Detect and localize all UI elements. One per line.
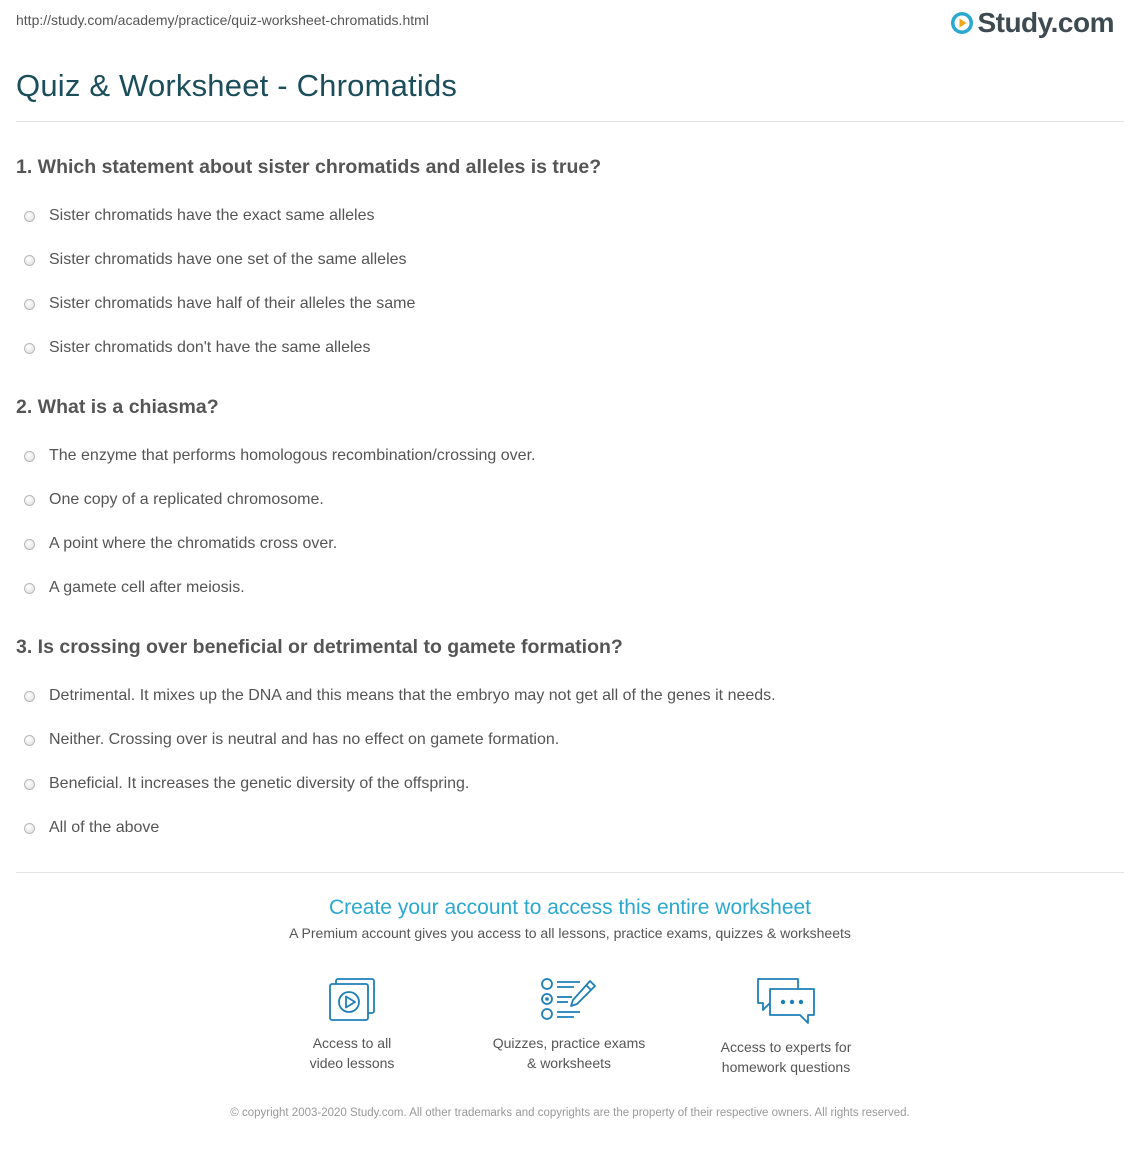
question-list	[16, 154, 1124, 874]
choice-label: Detrimental. It mixes up the DNA and this means that the embryo may not get all of the genes it needs.	[49, 687, 776, 704]
question-text: 1. Which statement about sister chromatids and alleles is true?	[16, 156, 602, 178]
choice-label: Sister chromatids have one set of the same alleles	[49, 251, 407, 268]
radio-button[interactable]	[24, 451, 35, 462]
signup-cta	[0, 893, 1140, 941]
answer-choice[interactable]	[24, 202, 1124, 246]
answer-choice[interactable]	[24, 574, 1124, 618]
radio-button[interactable]	[24, 299, 35, 310]
video-lessons-icon	[326, 975, 378, 1023]
answer-choice[interactable]	[24, 726, 1124, 770]
radio-button[interactable]	[24, 779, 35, 790]
feature-label	[686, 1037, 886, 1077]
answer-choice[interactable]	[24, 530, 1124, 574]
choice-label: A gamete cell after meiosis.	[49, 579, 245, 596]
answer-choice[interactable]	[24, 486, 1124, 530]
answer-choice[interactable]	[24, 682, 1124, 726]
question-2	[16, 394, 1124, 634]
feature-experts	[686, 975, 886, 1077]
radio-button[interactable]	[24, 539, 35, 550]
radio-button[interactable]	[24, 823, 35, 834]
radio-button[interactable]	[24, 211, 35, 222]
choice-label: All of the above	[49, 819, 160, 836]
choice-label: Beneficial. It increases the genetic diversity of the offspring.	[49, 775, 470, 792]
copyright-notice: © copyright 2003-2020 Study.com. All other trademarks and copyrights are the property of their respective owners. All rights reserved.	[230, 1107, 910, 1119]
answer-choice[interactable]	[24, 246, 1124, 290]
feature-label-line2: homework questions	[721, 1059, 851, 1075]
radio-button[interactable]	[24, 583, 35, 594]
choice-label: Sister chromatids have half of their alleles the same	[49, 295, 416, 312]
answer-choice[interactable]	[24, 334, 1124, 378]
answer-choice[interactable]	[24, 290, 1124, 334]
feature-quizzes	[469, 975, 669, 1073]
page-url[interactable]: http://study.com/academy/practice/quiz-worksheet-chromatids.html	[16, 12, 429, 28]
answer-choice[interactable]	[24, 442, 1124, 486]
feature-label-line1: Access to experts for	[720, 1039, 852, 1055]
feature-label-line1: Access to all	[312, 1035, 392, 1051]
feature-label	[469, 1033, 669, 1073]
choice-label: The enzyme that performs homologous recombination/crossing over.	[49, 447, 536, 464]
quiz-checklist-icon	[540, 975, 598, 1023]
radio-button[interactable]	[24, 691, 35, 702]
study-logo[interactable]	[950, 7, 1114, 39]
radio-button[interactable]	[24, 343, 35, 354]
page-title: Quiz & Worksheet - Chromatids	[16, 68, 458, 103]
play-logo-icon	[950, 11, 974, 35]
title-divider	[16, 121, 1124, 122]
top-bar	[0, 0, 1140, 48]
question-text: 2. What is a chiasma?	[16, 396, 219, 418]
feature-label	[252, 1033, 452, 1073]
feature-video-lessons	[252, 975, 452, 1073]
choice-label: One copy of a replicated chromosome.	[49, 491, 324, 508]
question-text: 3. Is crossing over beneficial or detrimental to gamete formation?	[16, 636, 623, 658]
cta-title-link[interactable]: Create your account to access this entire worksheet	[328, 896, 812, 919]
logo-text: Study.com	[977, 7, 1114, 38]
answer-choice[interactable]	[24, 770, 1124, 814]
choice-label: A point where the chromatids cross over.	[49, 535, 338, 552]
choice-label: Sister chromatids don't have the same alleles	[49, 339, 371, 356]
feature-label-line2: video lessons	[309, 1055, 395, 1071]
radio-button[interactable]	[24, 735, 35, 746]
answer-choice[interactable]	[24, 814, 1124, 858]
question-3	[16, 634, 1124, 874]
feature-label-line2: & worksheets	[526, 1055, 612, 1071]
radio-button[interactable]	[24, 495, 35, 506]
cta-divider	[16, 872, 1124, 873]
choice-label: Neither. Crossing over is neutral and has no effect on gamete formation.	[49, 731, 560, 748]
cta-subtitle: A Premium account gives you access to all lessons, practice exams, quizzes & worksheets	[289, 925, 851, 941]
question-1	[16, 154, 1124, 394]
radio-button[interactable]	[24, 255, 35, 266]
feature-label-line1: Quizzes, practice exams	[492, 1035, 646, 1051]
chat-experts-icon	[754, 975, 818, 1027]
choice-label: Sister chromatids have the exact same alleles	[49, 207, 375, 224]
